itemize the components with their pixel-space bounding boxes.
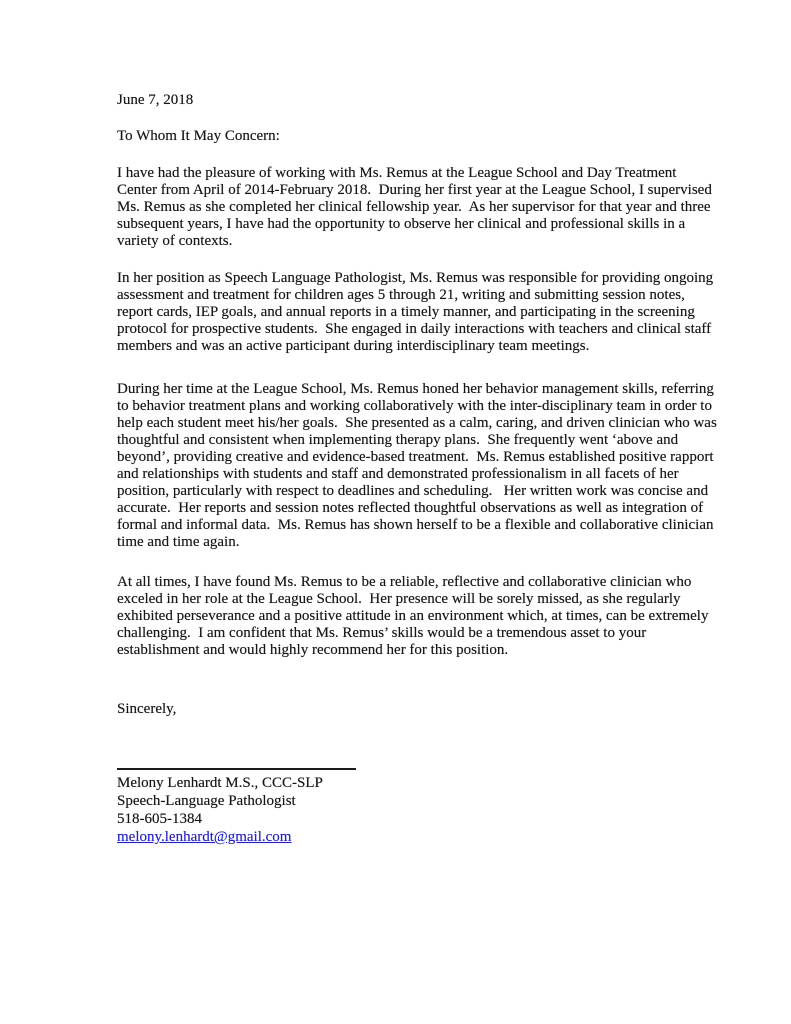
signature-email-link[interactable]: melony.lenhardt@gmail.com [117,829,292,845]
signature-line [117,768,356,770]
signature-phone: 518-605-1384 [117,811,202,827]
letter-salutation: To Whom It May Concern: [117,128,280,144]
letter-date: June 7, 2018 [117,92,194,108]
letter-paragraph-recommendation: At all times, I have found Ms. Remus to be a reliable, reflective and collaborative clinician who exceled in her role at the League School. Her presence will be sorely missed, as she regularly exhibited perseverance and a positive attitude in an environment which, at times, can be extremely challenging. I am confident that Ms. Remus’ skills would be a tremendous asset to your establishment and would highly recommend her for this position. [117,574,713,658]
signature-name: Melony Lenhardt M.S., CCC-SLP [117,775,323,791]
letter-closing: Sincerely, [117,701,177,717]
letter-paragraph-responsibilities: In her position as Speech Language Pathologist, Ms. Remus was responsible for providing ongoing assessment and treatment for children ages 5 through 21, writing and submitting session notes, report cards, IEP goals, and annual reports in a timely manner, and participating in the screening protocol for prospective students. She engaged in daily interactions with teachers and clinical staff members and was an active participant during interdisciplinary team meetings. [117,270,717,354]
letter-paragraph-skills: During her time at the League School, Ms. Remus honed her behavior management skills, referring to behavior treatment plans and working collaboratively with the inter-disciplinary team in order to help each student meet his/her goals. She presented as a calm, caring, and driven clinician who was thoughtful and consistent when implementing therapy plans. She frequently went ‘above and beyond’, providing creative and evidence-based treatment. Ms. Remus established positive rapport and relationships with students and staff and demonstrated professionalism in all facets of her position, particularly with respect to deadlines and scheduling. Her written work was concise and accurate. Her reports and session notes reflected thoughtful observations as well as integration of formal and informal data. Ms. Remus has shown herself to be a flexible and collaborative clinician time and time again. [117,381,721,550]
signature-block [117,774,717,846]
letter-content [117,92,721,846]
letter-paragraph-introduction: I have had the pleasure of working with Ms. Remus at the League School and Day Treatment Center from April of 2014-February 2018. During her first year at the League School, I supervised Ms. Remus as she completed her clinical fellowship year. As her supervisor for that year and three subsequent years, I have had the opportunity to observe her clinical and professional skills in a variety of contexts. [117,165,716,249]
signature-title: Speech-Language Pathologist [117,793,296,809]
